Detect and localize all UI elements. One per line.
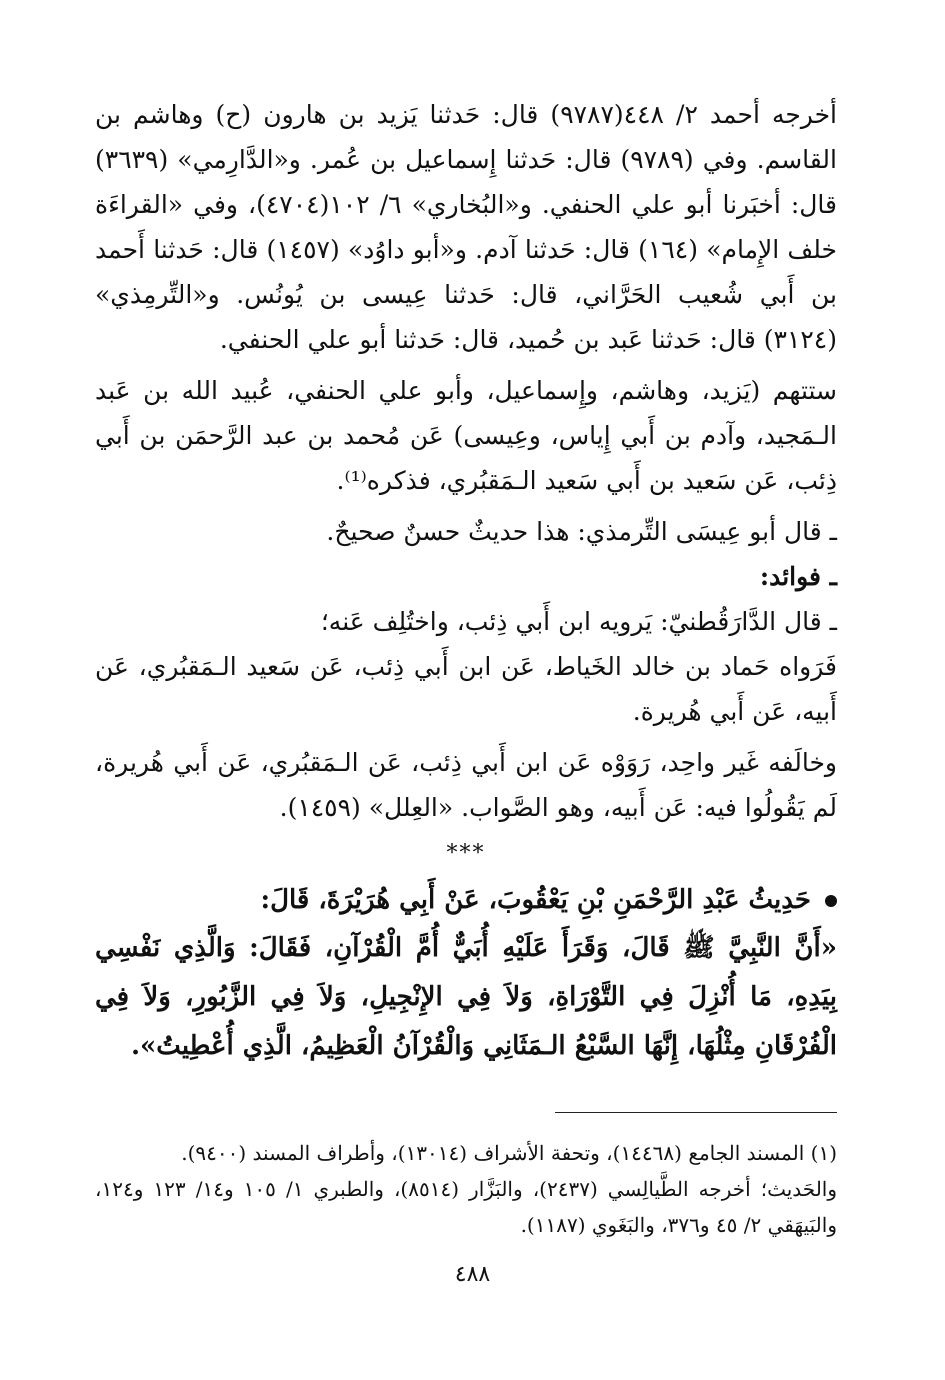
- fawaid-heading: ـ فوائد:: [759, 562, 837, 591]
- daraqutni-statement: ـ قال الدَّارَقُطنيّ: يَرويه ابن أَبي ذِئب، واختُلِف عَنه؛: [320, 607, 837, 636]
- paragraph-hammad: فَرَواه حَماد بن خالد الخَياط، عَن ابن أَبي ذِئب، عَن سَعيد الـمَقبُري، عَن أَبيه، عَن أَبي هُريرة.: [95, 652, 837, 726]
- main-text: [95, 92, 837, 1071]
- page-number: ٤٨٨: [454, 1262, 491, 1287]
- paragraph-chain: ستتهم (يَزيد، وهاشم، وإِسماعيل، وأبو علي الحنفي، عُبيد الله بن عَبد الـمَجيد، وآدم بن أَبي إِياس، وعِيسى) عَن مُحمد بن عبد الرَّحمَن بن أَبي ذِئب، عَن سَعيد بن أَبي سَعيد الـمَقبُري، فذكره⁽¹⁾.: [95, 376, 837, 495]
- footnotes: [95, 1135, 837, 1243]
- footnote-2: والحَديث؛ أخرجه الطَّيالِسي (٢٤٣٧)، والبَزَّار (٨٥١٤)، والطبري ١/ ١٠٥ و١٤/ ١٢٣ و١٢٤، والبَيهَقي ٢/ ٤٥ و٣٧٦، والبَغَوي (١١٨٧).: [95, 1177, 837, 1237]
- paragraph-correct-version: وخالَفه غَير واحِد، رَوَوْه عَن ابن أَبي ذِئب، عَن الـمَقبُري، عَن أَبي هُريرة، لَم يَقُولُوا فيه: عَن أَبيه، وهو الصَّواب. «العِلل» (١٤٥٩).: [95, 748, 837, 822]
- section-separator: ***: [446, 841, 486, 866]
- footnote-1: (١) المسند الجامع (١٤٤٦٨)، وتحفة الأشراف (١٣٠١٤)، وأطراف المسند (٩٤٠٠).: [181, 1141, 837, 1165]
- tirmidhi-grading: ـ قال أبو عِيسَى التِّرمذي: هذا حديثٌ حسنٌ صحيحٌ.: [326, 517, 837, 546]
- hadith-heading: [95, 876, 837, 924]
- hadith-text: «أَنَّ النَّبِيَّ ﷺ قَالَ، وَقَرَأَ عَلَيْهِ أُبَيٌّ أُمَّ الْقُرْآنِ، فَقَالَ: وَالَّذِي نَفْسِي بِيَدِهِ، مَا أُنْزِلَ فِي التَّوْرَاةِ، وَلاَ فِي الإِنْجِيلِ، وَلاَ فِي الزَّبُورِ، وَلاَ فِي الْفُرْقَانِ مِثْلُهَا، إِنَّهَا السَّبْعُ الـمَثَانِي وَالْقُرْآنُ الْعَظِيمُ، الَّذِي أُعْطِيتُ».: [95, 933, 837, 1061]
- paragraph-sources: أخرجه أحمد ٢/ ٤٤٨(٩٧٨٧) قال: حَدثنا يَزيد بن هارون (ح) وهاشم بن القاسم. وفي (٩٧٨٩) قال: حَدثنا إِسماعيل بن عُمر. و«الدَّارِمي» (٣٦٣٩) قال: أخبَرنا أبو علي الحنفي. و«البُخاري» ٦/ ١٠٢(٤٧٠٤)، وفي «القراءَة خلف الإِمام» (١٦٤) قال: حَدثنا آدم. و«أبو داوُد» (١٤٥٧) قال: حَدثنا أَحمد بن أَبي شُعيب الحَرَّاني، قال: حَدثنا عِيسى بن يُونُس. و«التِّرمِذي» (٣١٢٤) قال: حَدثنا عَبد بن حُميد، قال: حَدثنا أبو علي الحنفي.: [95, 100, 838, 354]
- hadith-title: حَدِيثُ عَبْدِ الرَّحْمَنِ بْنِ يَعْقُوبَ، عَنْ أَبِي هُرَيْرَةَ، قَالَ:: [260, 885, 811, 915]
- footnote-divider: [555, 1112, 837, 1113]
- bullet-icon: [825, 895, 837, 907]
